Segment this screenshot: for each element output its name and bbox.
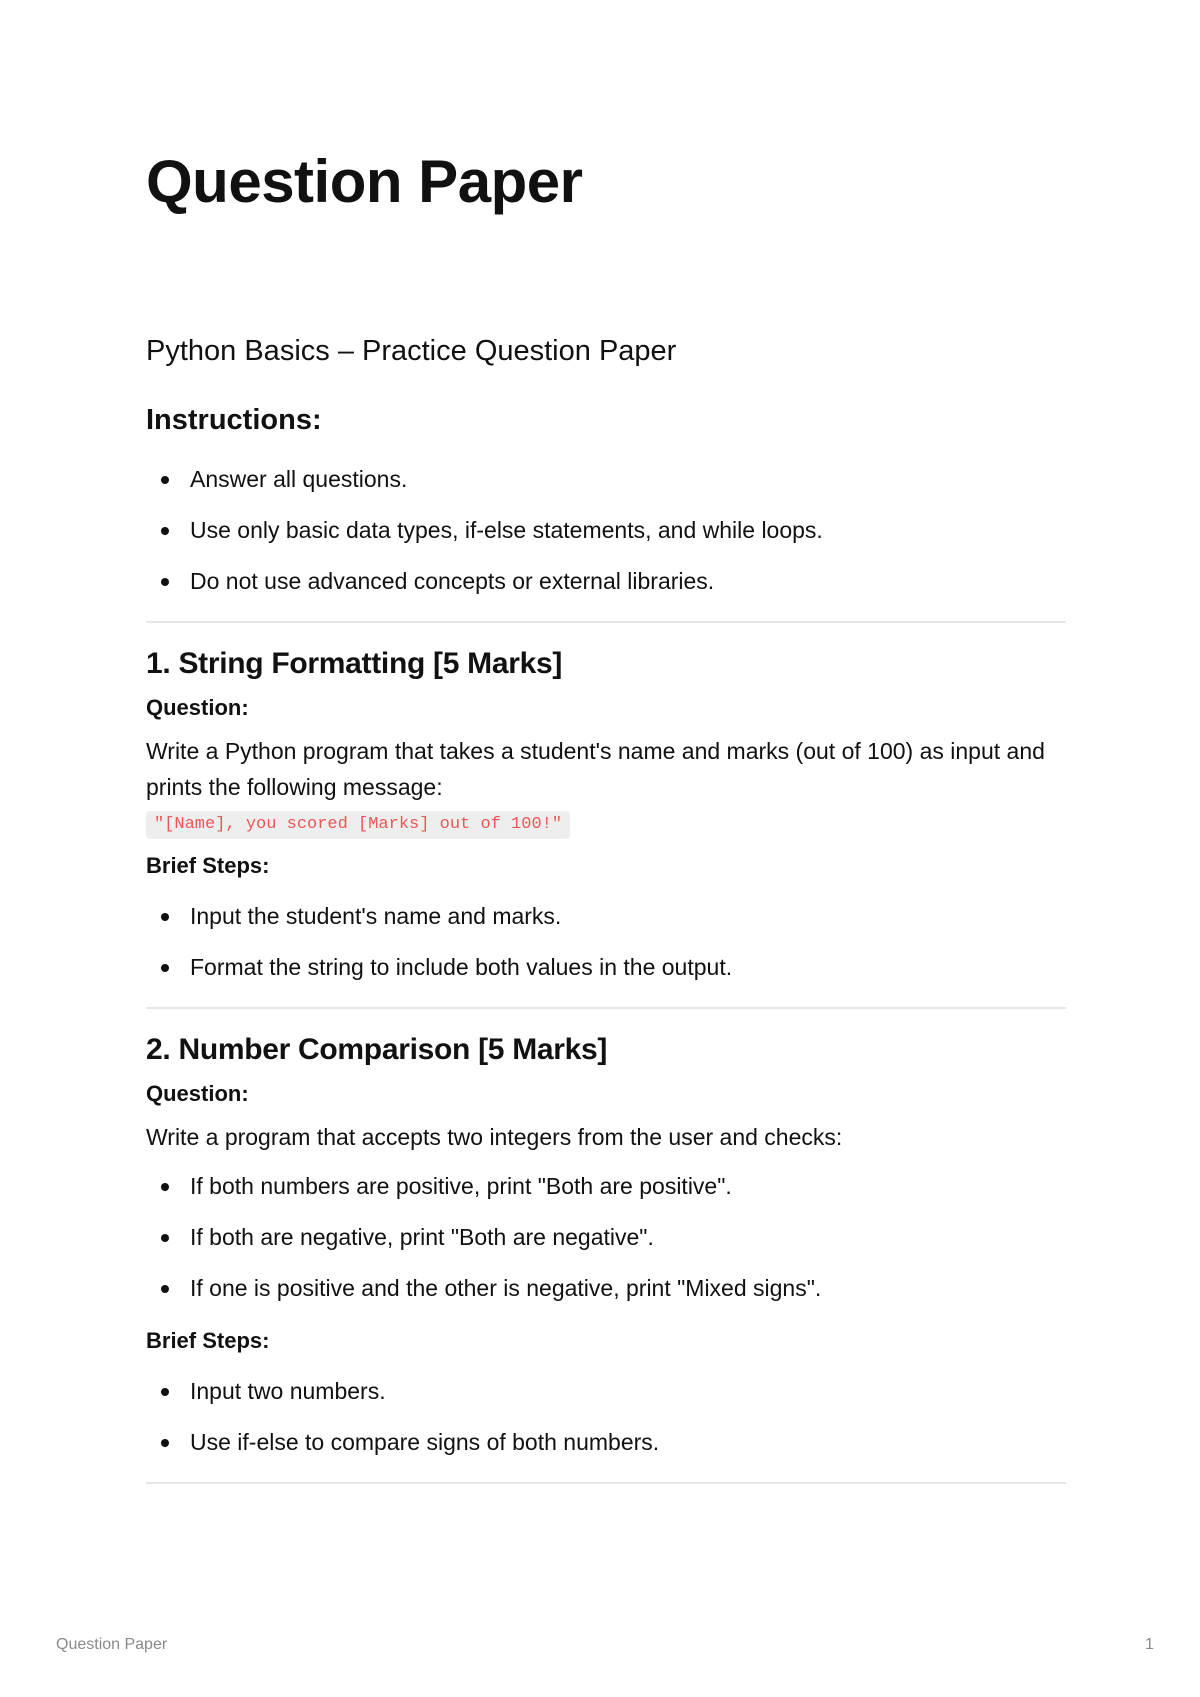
list-item-text: Input the student's name and marks. — [190, 903, 562, 929]
steps-label: Brief Steps: — [146, 1328, 270, 1353]
checks-list — [146, 1161, 1066, 1314]
question-label: Question: — [146, 1081, 249, 1106]
list-item-text: If both are negative, print "Both are negative". — [190, 1224, 654, 1250]
bullet-icon — [161, 964, 169, 972]
list-item-text: Format the string to include both values in the output. — [190, 954, 733, 980]
list-item-text: If both numbers are positive, print "Both are positive". — [190, 1173, 732, 1199]
list-item-text: Input two numbers. — [190, 1378, 386, 1404]
divider — [146, 1482, 1066, 1484]
steps-list — [146, 1366, 1066, 1468]
list-item — [146, 505, 1066, 556]
page-title: Question Paper — [146, 148, 583, 215]
question-2-section — [146, 1027, 1066, 1468]
list-item — [146, 1161, 1066, 1212]
divider — [146, 621, 1066, 623]
list-item-text: Answer all questions. — [190, 466, 408, 492]
question-text: Write a program that accepts two integers from the user and checks: — [146, 1124, 843, 1150]
bullet-icon — [161, 1439, 169, 1447]
bullet-icon — [161, 1234, 169, 1242]
bullet-icon — [161, 578, 169, 586]
bullet-icon — [161, 1285, 169, 1293]
divider — [146, 1007, 1066, 1009]
list-item — [146, 454, 1066, 505]
list-item — [146, 1366, 1066, 1417]
code-snippet: "[Name], you scored [Marks] out of 100!" — [146, 811, 570, 839]
bullet-icon — [161, 476, 169, 484]
bullet-icon — [161, 1183, 169, 1191]
page-number: 1 — [1145, 1636, 1154, 1653]
question-text: Write a Python program that takes a student's name and marks (out of 100) as input and prints the following message: — [146, 738, 1045, 800]
list-item — [146, 1212, 1066, 1263]
question-label: Question: — [146, 695, 249, 720]
list-item-text: Do not use advanced concepts or external libraries. — [190, 568, 715, 594]
steps-label: Brief Steps: — [146, 853, 270, 878]
code-block — [146, 811, 1066, 839]
question-1-section — [146, 641, 1066, 993]
question-1-heading: 1. String Formatting [5 Marks] — [146, 647, 563, 680]
list-item-text: Use only basic data types, if-else statements, and while loops. — [190, 517, 823, 543]
list-item — [146, 1263, 1066, 1314]
paper-subtitle: Python Basics – Practice Question Paper — [146, 335, 677, 367]
bullet-icon — [161, 527, 169, 535]
content — [146, 398, 1066, 1502]
list-item — [146, 1417, 1066, 1468]
instructions-heading: Instructions: — [146, 404, 322, 436]
instructions-section — [146, 398, 1066, 607]
list-item — [146, 556, 1066, 607]
list-item-text: Use if-else to compare signs of both numbers. — [190, 1429, 660, 1455]
bullet-icon — [161, 1388, 169, 1396]
list-item — [146, 891, 1066, 942]
bullet-icon — [161, 913, 169, 921]
footer-title: Question Paper — [56, 1636, 168, 1653]
list-item — [146, 942, 1066, 993]
question-2-heading: 2. Number Comparison [5 Marks] — [146, 1033, 608, 1066]
instructions-list — [146, 454, 1066, 607]
list-item-text: If one is positive and the other is negative, print "Mixed signs". — [190, 1275, 822, 1301]
steps-list — [146, 891, 1066, 993]
